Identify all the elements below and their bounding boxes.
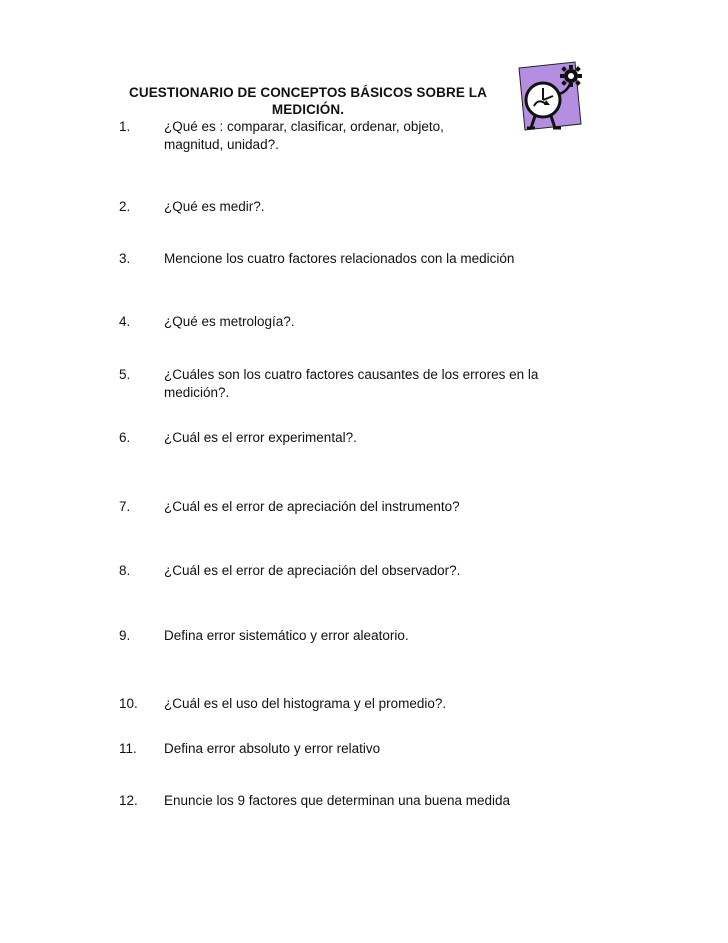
question-3 (119, 250, 579, 268)
question-text: Enuncie los 9 factores que determinan una buena medida (164, 793, 510, 808)
question-text: ¿Cuál es el uso del histograma y el promedio?. (164, 696, 447, 711)
question-number: 12. (119, 793, 138, 808)
question-number: 6. (119, 430, 131, 445)
title-line-2: MEDICIÓN. (271, 102, 345, 117)
question-text: Defina error sistemático y error aleatorio. (164, 628, 409, 643)
question-1 (119, 118, 579, 154)
title-line-1: CUESTIONARIO DE CONCEPTOS BÁSICOS SOBRE LA (129, 85, 487, 100)
question-text: ¿Qué es metrología?. (164, 314, 295, 329)
question-9 (119, 627, 579, 645)
question-number: 8. (119, 563, 131, 578)
question-text: ¿Qué es medir?. (164, 199, 265, 214)
document-title (118, 84, 498, 118)
question-number: 4. (119, 314, 131, 329)
question-number: 9. (119, 628, 131, 643)
question-2 (119, 198, 579, 216)
question-text: Mencione los cuatro factores relacionados con la medición (164, 251, 515, 266)
question-10 (119, 695, 579, 713)
question-number: 11. (119, 741, 137, 756)
question-text: ¿Qué es : comparar, clasificar, ordenar, objeto, magnitud, unidad?. (164, 119, 444, 152)
question-number: 10. (119, 696, 138, 711)
question-text: ¿Cuál es el error de apreciación del instrumento? (164, 499, 460, 514)
question-text: ¿Cuál es el error experimental?. (164, 430, 357, 445)
question-11 (119, 740, 579, 758)
question-text: Defina error absoluto y error relativo (164, 741, 381, 756)
question-7 (119, 498, 579, 516)
question-number: 2. (119, 199, 131, 214)
question-6 (119, 429, 579, 447)
question-number: 5. (119, 367, 131, 382)
question-12 (119, 792, 579, 810)
question-text: ¿Cuáles son los cuatro factores causantes de los errores en la medición?. (164, 367, 539, 400)
question-number: 1. (119, 119, 131, 134)
question-text: ¿Cuál es el error de apreciación del observador?. (164, 563, 461, 578)
question-number: 3. (119, 251, 131, 266)
question-number: 7. (119, 499, 131, 514)
question-4 (119, 313, 579, 331)
question-8 (119, 562, 579, 580)
question-5 (119, 366, 579, 402)
